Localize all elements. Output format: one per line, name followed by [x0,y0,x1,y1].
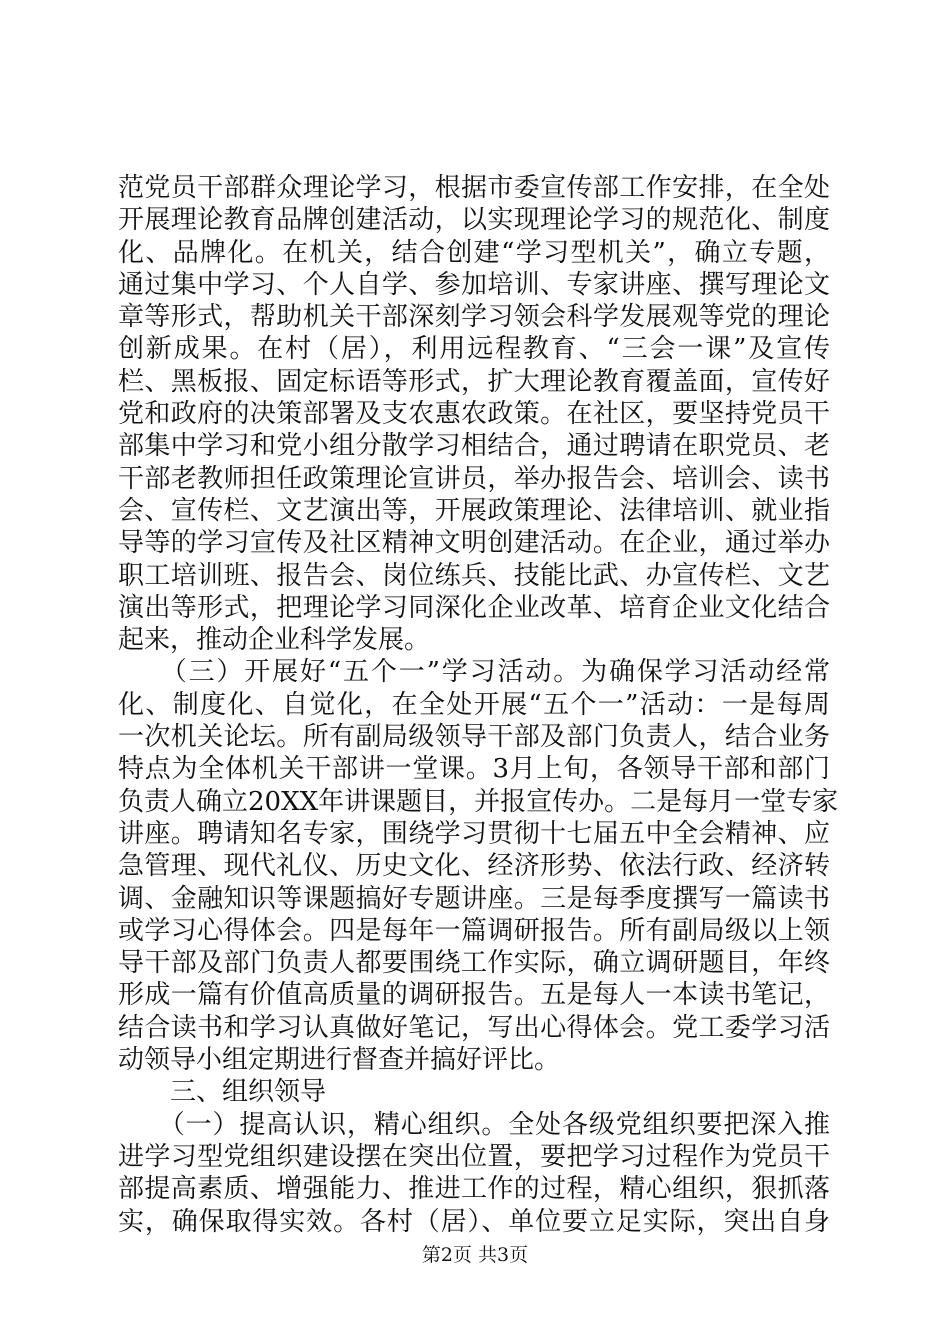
text-line: 部提高素质、增强能力、推进工作的过程，精心组织，狠抓落 [118,1174,830,1205]
text-line: 干部老教师担任政策理论宣讲员，举办报告会、培训会、读书 [118,463,830,494]
text-line: 特点为全体机关干部讲一堂课。3月上旬，各领导干部和部门 [118,754,830,785]
text-line: 化、制度化、自觉化，在全处开展“五个一”活动：一是每周 [118,689,830,720]
text-line: 职工培训班、报告会、岗位练兵、技能比武、办宣传栏、文艺 [118,560,830,591]
text-line: 部集中学习和党小组分散学习相结合，通过聘请在职党员、老 [118,431,830,462]
text-line: 会、宣传栏、文艺演出等，开展政策理论、法律培训、就业指 [118,495,830,526]
text-line: （三）开展好“五个一”学习活动。为确保学习活动经常 [118,657,830,688]
text-line: 三、组织领导 [118,1077,327,1108]
text-line: 急管理、现代礼仪、历史文化、经济形势、依法行政、经济转 [118,851,830,882]
text-line: 化、品牌化。在机关，结合创建“学习型机关”，确立专题， [118,237,830,268]
text-line: 或学习心得体会。四是每年一篇调研报告。所有副局级以上领 [118,915,830,946]
text-line: 范党员干部群众理论学习，根据市委宣传部工作安排，在全处 [118,173,830,203]
text-line: 一次机关论坛。所有副局级领导干部及部门负责人，结合业务 [118,722,830,753]
text-line: 讲座。聘请知名专家，围绕学习贯彻十七届五中全会精神、应 [118,818,830,849]
text-line: 栏、黑板报、固定标语等形式，扩大理论教育覆盖面，宣传好 [118,366,830,397]
text-line: 党和政府的决策部署及支农惠农政策。在社区，要坚持党员干 [118,399,830,430]
text-line: 起来，推动企业科学发展。 [118,625,431,656]
text-line: 实，确保取得实效。各村（居）、单位要立足实际，突出自身 [118,1206,830,1237]
text-line: 动领导小组定期进行督查并搞好评比。 [118,1045,561,1076]
text-line: 通过集中学习、个人自学、参加培训、专家讲座、撰写理论文 [118,269,830,300]
text-line: 演出等形式，把理论学习同深化企业改革、培育企业文化结合 [118,592,830,623]
text-line: 形成一篇有价值高质量的调研报告。五是每人一本读书笔记， [118,980,830,1011]
text-line: （一）提高认识，精心组织。全处各级党组织要把深入推 [118,1109,830,1140]
text-line: 负责人确立20XX年讲课题目，并报宣传办。二是每月一堂专家 [118,786,839,817]
text-line: 调、金融知识等课题搞好专题讲座。三是每季度撰写一篇读书 [118,883,830,914]
page-footer: 第2页 共3页 [421,1244,529,1266]
text-line: 创新成果。在村（居），利用远程教育、“三会一课”及宣传 [118,334,830,365]
body-text [118,172,839,1238]
text-line: 开展理论教育品牌创建活动，以实现理论学习的规范化、制度 [118,205,830,236]
text-line: 结合读书和学习认真做好笔记，写出心得体会。党工委学习活 [118,1012,830,1043]
text-line: 章等形式，帮助机关干部深刻学习领会科学发展观等党的理论 [118,302,830,333]
text-line: 导等的学习宣传及社区精神文明创建活动。在企业，通过举办 [118,528,830,559]
text-line: 进学习型党组织建设摆在突出位置，要把学习过程作为党员干 [118,1141,830,1172]
text-line: 导干部及部门负责人都要围绕工作实际，确立调研题目，年终 [118,948,830,979]
